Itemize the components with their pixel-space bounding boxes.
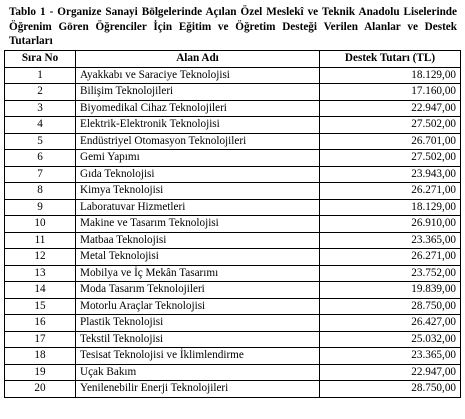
table-caption: Tablo 1 - Organize Sanayi Bölgelerinde Açılan Özel Meslekî ve Teknik Anadolu Liselerinde Öğrenim Gören Öğrenciler İçin Eğitim ve Öğretim Desteği Verilen Alanlar ve Destek Tutarları [9,6,457,47]
row-number-cell: 16 [5,315,76,332]
field-name-cell: Metal Teknolojisi [76,249,320,266]
table-row [5,265,461,282]
field-name-cell: Tesisat Teknolojisi ve İklimlendirme [76,348,320,365]
support-amount-cell: 23.752,00 [320,265,461,282]
row-number-cell: 13 [5,265,76,282]
field-name-cell: Motorlu Araçlar Teknolojisi [76,298,320,315]
row-number-cell: 7 [5,166,76,183]
row-number-cell: 14 [5,282,76,299]
row-number-cell: 18 [5,348,76,365]
row-number-cell: 12 [5,249,76,266]
table-row [5,282,461,299]
field-name-cell: Tekstil Teknolojisi [76,331,320,348]
row-number-cell: 9 [5,199,76,216]
table-row [5,216,461,233]
field-name-cell: Makine ve Tasarım Teknolojisi [76,216,320,233]
row-number-cell: 3 [5,100,76,117]
row-number-cell: 17 [5,331,76,348]
row-number-cell: 4 [5,117,76,134]
support-amount-cell: 28.750,00 [320,298,461,315]
table-row [5,249,461,266]
support-amount-cell: 17.160,00 [320,84,461,101]
row-number-cell: 15 [5,298,76,315]
field-name-cell: Ayakkabı ve Saraciye Teknolojisi [76,67,320,84]
table-row [5,100,461,117]
row-number-cell: 2 [5,84,76,101]
field-name-cell: Biyomedikal Cihaz Teknolojileri [76,100,320,117]
support-amount-cell: 26.910,00 [320,216,461,233]
row-number-cell: 1 [5,67,76,84]
support-amount-cell: 26.271,00 [320,183,461,200]
table-row [5,150,461,167]
support-amount-cell: 18.129,00 [320,199,461,216]
support-amount-cell: 23.365,00 [320,232,461,249]
table-row [5,166,461,183]
table-row [5,67,461,84]
field-name-cell: Kimya Teknolojisi [76,183,320,200]
support-amount-cell: 26.701,00 [320,133,461,150]
support-amount-cell: 22.947,00 [320,364,461,381]
field-name-cell: Mobilya ve İç Mekân Tasarımı [76,265,320,282]
row-number-cell: 20 [5,381,76,398]
support-amount-cell: 26.271,00 [320,249,461,266]
field-name-cell: Uçak Bakım [76,364,320,381]
support-amount-cell: 26.427,00 [320,315,461,332]
support-amount-cell: 23.365,00 [320,348,461,365]
field-name-cell: Endüstriyel Otomasyon Teknolojileri [76,133,320,150]
table-row [5,298,461,315]
field-name-cell: Gemi Yapımı [76,150,320,167]
table-row [5,348,461,365]
field-name-cell: Plastik Teknolojisi [76,315,320,332]
row-number-cell: 5 [5,133,76,150]
field-name-cell: Moda Tasarım Teknolojileri [76,282,320,299]
row-number-cell: 6 [5,150,76,167]
header-alan-adi: Alan Adı [76,51,320,68]
field-name-cell: Matbaa Teknolojisi [76,232,320,249]
support-amount-cell: 27.502,00 [320,150,461,167]
table-row [5,84,461,101]
support-amount-cell: 28.750,00 [320,381,461,398]
table-row [5,117,461,134]
row-number-cell: 11 [5,232,76,249]
field-name-cell: Yenilenebilir Enerji Teknolojileri [76,381,320,398]
row-number-cell: 8 [5,183,76,200]
support-amount-cell: 18.129,00 [320,67,461,84]
table-row [5,183,461,200]
table-row [5,315,461,332]
field-name-cell: Gıda Teknolojisi [76,166,320,183]
table-row [5,232,461,249]
support-amount-cell: 23.943,00 [320,166,461,183]
table-header-row [5,51,461,68]
table-row [5,381,461,398]
support-amount-cell: 22.947,00 [320,100,461,117]
table-row [5,331,461,348]
header-destek-tutari: Destek Tutarı (TL) [320,51,461,68]
table-row [5,199,461,216]
field-name-cell: Laboratuvar Hizmetleri [76,199,320,216]
table-row [5,364,461,381]
support-amount-cell: 19.839,00 [320,282,461,299]
support-amounts-table [4,50,461,398]
field-name-cell: Elektrik-Elektronik Teknolojisi [76,117,320,134]
support-amount-cell: 27.502,00 [320,117,461,134]
field-name-cell: Bilişim Teknolojileri [76,84,320,101]
table-row [5,133,461,150]
row-number-cell: 19 [5,364,76,381]
header-sira-no: Sıra No [5,51,76,68]
support-amount-cell: 25.032,00 [320,331,461,348]
row-number-cell: 10 [5,216,76,233]
